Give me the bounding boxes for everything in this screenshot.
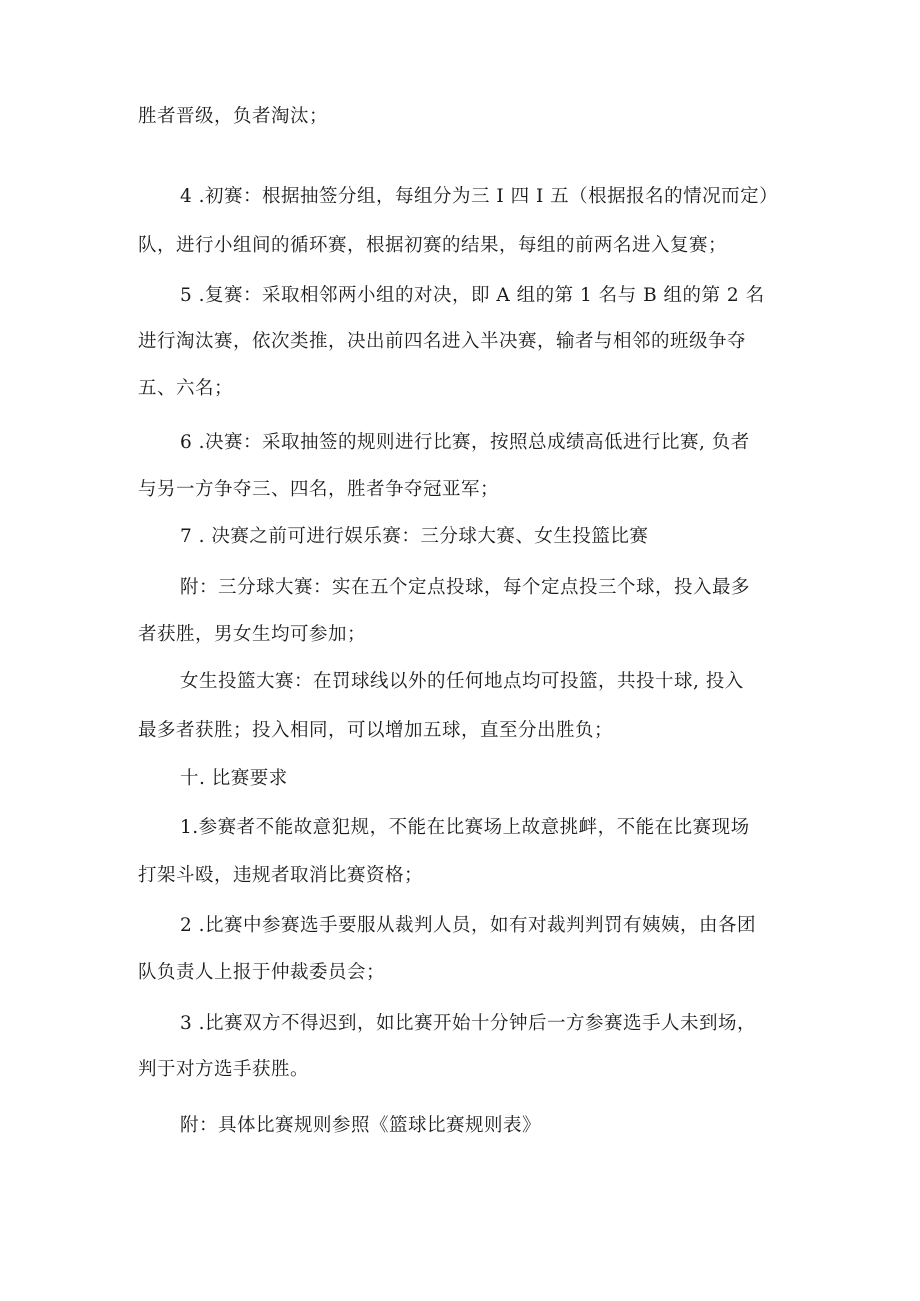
paragraph-line: 1.参赛者不能故意犯规，不能在比赛场上故意挑衅，不能在比赛现场 — [180, 817, 750, 838]
paragraph-line: 胜者晋级，负者淘汰； — [138, 106, 329, 127]
paragraph-line: 五、六名； — [138, 378, 234, 399]
section-heading: 十. 比赛要求 — [180, 768, 288, 789]
paragraph-line: 女生投篮大赛：在罚球线以外的任何地点均可投篮，共投十球, 投入 — [180, 671, 744, 692]
paragraph-line: 7 . 决赛之前可进行娱乐赛：三分球大赛、女生投篮比赛 — [180, 526, 649, 547]
paragraph-line: 4 .初赛：根据抽签分组，每组分为三 I 四 I 五（根据报名的情况而定） — [180, 186, 779, 207]
paragraph-line: 与另一方争夺三、四名，胜者争夺冠亚军； — [138, 479, 500, 500]
paragraph-line: 6 .决赛：采取抽签的规则进行比赛，按照总成绩高低进行比赛, 负者 — [180, 432, 750, 453]
paragraph-line: 判于对方选手获胜。 — [138, 1059, 310, 1080]
paragraph-line: 2 .比赛中参赛选手要服从裁判人员，如有对裁判判罚有姨姨，由各团 — [180, 915, 757, 936]
paragraph-line: 队，进行小组间的循环赛，根据初赛的结果，每组的前两名进入复赛； — [138, 235, 728, 256]
paragraph-line: 队负责人上报于仲裁委员会； — [138, 962, 386, 983]
paragraph-line: 进行淘汰赛，依次类推，决出前四名进入半决赛，输者与相邻的班级争夺 — [138, 331, 747, 352]
paragraph-line: 3 .比赛双方不得迟到，如比赛开始十分钟后一方参赛选手人未到场， — [180, 1013, 757, 1034]
paragraph-line: 打架斗殴，违规者取消比赛资格； — [138, 865, 424, 886]
paragraph-line: 附：三分球大赛：实在五个定点投球，每个定点投三个球，投入最多 — [180, 577, 751, 598]
paragraph-line: 5 .复赛：采取相邻两小组的对决，即 A 组的第 1 名与 B 组的第 2 名 — [180, 285, 765, 306]
paragraph-line: 者获胜，男女生均可参加； — [138, 624, 367, 645]
paragraph-line: 附：具体比赛规则参照《篮球比赛规则表》 — [180, 1115, 542, 1136]
paragraph-line: 最多者获胜；投入相同，可以增加五球，直至分出胜负； — [138, 720, 614, 741]
